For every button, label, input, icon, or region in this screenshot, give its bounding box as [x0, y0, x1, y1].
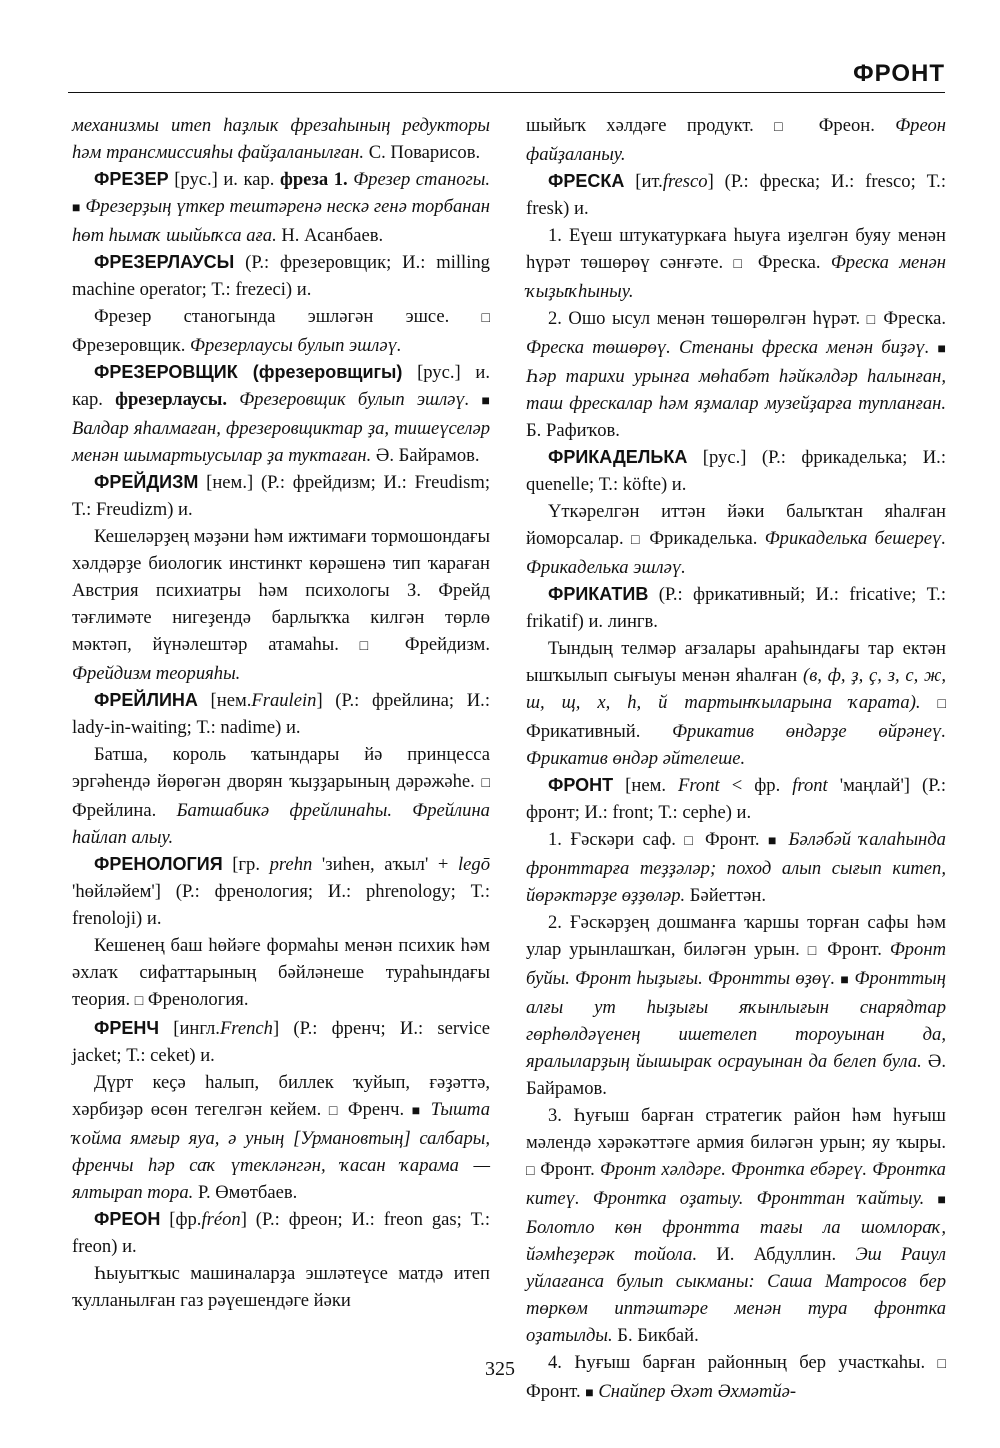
sense-text: 1. Еүеш штукатуркаға һыуға иҙелгән буяу менән һүрәт төшөрөү сәнғәте. — [526, 225, 946, 273]
definition-text: Һыуытҡыс машиналарҙа эшләтеүсе матдә итеп ҡулланылған газ рәүешендәге йәки — [72, 1263, 490, 1311]
definition-text: Дүрт кеҫә һалып, биллек ҡуйып, ғәҙәттә, хәрбиҙәр өсөн тегелгән кейем. — [72, 1072, 490, 1120]
grammar: [рус.] и. кар. — [174, 169, 275, 190]
author: И. Абдуллин. — [716, 1244, 837, 1265]
equivalent: Фрейлина. — [72, 800, 157, 821]
example-text: Бәләбәй ҡалаһында фронттарға теҙҙәләр; поход алып сығып китеп, йөрәктәрҙе өҙҙөләр. — [526, 829, 946, 906]
grammar: (Р.: фрезеровщик; И.: milling machine operator; Т.: frezeci) и. — [72, 252, 490, 300]
entry-frezerlausy — [72, 249, 490, 303]
entry-french — [72, 1015, 490, 1069]
definition — [72, 741, 490, 851]
equivalent: Фреска. — [883, 308, 946, 329]
headword: ФРЕСКА — [548, 171, 625, 191]
etymon: fresco — [662, 171, 708, 192]
sense — [526, 222, 946, 305]
sense-text: 2. Ғәскәрҙең дошманға ҡаршы торған сафы һәм улар урынлашҡан, биләгән урын. — [526, 912, 946, 960]
sense-text: 2. Ошо ысул менән төшөрөлгән һүрәт. — [548, 308, 861, 329]
headword: ФРОНТ — [548, 775, 614, 795]
entry-freilina — [72, 687, 490, 741]
example-text: Һәр тарихи урынға мөһабәт һәйкәлдәр һалынған, таш фрескалар һәм яҙмалар музейҙарға тупланған. — [526, 366, 946, 414]
grammar: ] (Р.: френч; И.: service jacket; Т.: ceket) и. — [72, 1018, 490, 1066]
grammar: [ингл. — [173, 1018, 220, 1039]
entry-front — [526, 772, 946, 826]
definition-text: Батша, король ҡатындары йә принцесса эргәһендә йөрөгән дворян ҡыҙҙарының дәрәжәһе. — [72, 744, 490, 792]
grammar: ] (Р.: фрейлина; И.: lady-in-waiting; Т.: nadime) и. — [72, 690, 490, 738]
definition-italic: (в, ф, ҙ, ҫ, з, с, ж, ш, щ, х, һ, й тартынҡыларына ҡарата). — [526, 665, 946, 713]
left-column — [72, 112, 490, 1314]
entry-continuation — [72, 112, 490, 166]
sense — [526, 826, 946, 909]
definition-text: Фрезер станогында эшләгән эшсе. — [94, 306, 450, 327]
equivalent: Фрикаделька. — [649, 528, 758, 549]
example-text: Валдар яһалмаған, фрезеровщиктар ҙа, тишеүселәр менән шымартыусылар ҙа туктаған. — [72, 418, 490, 466]
headword: ФРЕНЧ — [94, 1018, 160, 1038]
equivalent: Френология. — [147, 989, 249, 1010]
empty-square-icon: □ — [630, 533, 643, 548]
filled-square-icon: ■ — [72, 201, 81, 216]
example-text: Фрезер станогы. — [353, 169, 491, 190]
sense-text: 3. Һуғыш барған стратегик район һәм һуғыш мәлендә хәрәкәттәге армия биләгән урын; яу ҡыры. — [526, 1105, 946, 1153]
example-text: Фрезерлаусы булып эшләү. — [190, 335, 402, 356]
example-text: Снайпер Әхәт Әхмәтйә- — [598, 1381, 797, 1402]
grammar: [ит. — [635, 171, 663, 192]
definition — [72, 1069, 490, 1206]
headword: ФРЕОН — [94, 1209, 161, 1229]
author: Ә. Байрамов. — [526, 1051, 946, 1099]
filled-square-icon: ■ — [937, 1193, 946, 1208]
sense — [526, 909, 946, 1102]
example-text: Фреска менән ҡыҙыҡһыныу. — [526, 252, 947, 302]
author: Н. Асанбаев. — [281, 225, 384, 246]
grammar: ] (Р.: фреска; И.: fresco; Т.: fresk) и. — [526, 171, 946, 219]
headword: ФРЕЗЕРЛАУСЫ — [94, 252, 235, 272]
empty-square-icon: □ — [807, 944, 820, 959]
empty-square-icon: □ — [328, 1104, 341, 1119]
empty-square-icon: □ — [481, 776, 490, 791]
equivalent: Фрикативный. — [526, 721, 641, 742]
grammar: [рус.] и. кар. — [72, 362, 490, 410]
empty-square-icon: □ — [526, 1164, 535, 1179]
empty-square-icon: □ — [684, 834, 697, 849]
filled-square-icon: ■ — [481, 394, 490, 409]
gloss: 'һөйләйем'] (Р.: френология; И.: phrenology; Т.: frenoloji) и. — [72, 881, 490, 929]
definition — [72, 1260, 490, 1314]
example-text: Фреон файҙаланыу. — [526, 115, 946, 165]
definition-text: Кешеләрҙең мәҙәни һәм ижтимағи тормошондағы хәлдәрҙе биологик инстинкт көрәшенә тип ҡараған Австрия психиатры һәм психологы З. Фрейд тәғлимәте нигеҙендә барлыҡҡа килгән төрлө мәктәп, йүнәлештәр атамаһы. — [72, 526, 490, 655]
example-text: Болотло көн фронтта тағы ла шомлораҡ, йәмһеҙерәк тойола. — [526, 1217, 946, 1265]
equivalent: Фронт. — [827, 939, 882, 960]
equivalent: Фреон. — [818, 115, 875, 136]
page-number: 325 — [485, 1358, 515, 1380]
entry-frikadelka — [526, 444, 946, 498]
sense — [526, 1102, 946, 1349]
example-text: Эш Раиул уйлағанса булып сыкманы: Саша Матросов бер төркөм иптәштәре менән тура фронтка оҙатылды. — [526, 1244, 946, 1346]
entry-freidizm — [72, 469, 490, 523]
entry-frikativ — [526, 581, 946, 635]
definition — [526, 498, 946, 581]
grammar: [фр. — [169, 1209, 202, 1230]
gloss: 'зиһен, аҡыл' + — [321, 854, 449, 875]
example-text: Фронт буйы. Фронт һыҙығы. Фронтты өҙөү. — [526, 939, 947, 989]
entry-continuation — [526, 112, 946, 168]
headword: ФРИКАТИВ — [548, 584, 649, 604]
filled-square-icon: ■ — [585, 1386, 594, 1401]
example-text: механизмы итеп һаҙлык фрезаһының редукторы һәм трансмиссияһы файҙаланылған. — [72, 115, 490, 163]
definition — [72, 303, 490, 359]
equivalent: Фреска. — [757, 252, 821, 273]
cross-reference: фреза 1. — [279, 169, 348, 190]
example-text: Фронт хәлдәре. Фронтка ебәреү. Фронтка китеү. Фронтка оҙатыу. Фронттан ҡайтыу. — [526, 1159, 946, 1209]
etymon: French — [219, 1018, 273, 1039]
entry-frezer — [72, 166, 490, 249]
grammar: < фр. — [731, 775, 781, 796]
definition — [72, 523, 490, 687]
headword: ФРЕНОЛОГИЯ — [94, 854, 223, 874]
equivalent: Фронт. — [526, 1381, 581, 1402]
empty-square-icon: □ — [866, 313, 877, 328]
empty-square-icon: □ — [134, 994, 144, 1009]
entry-freska — [526, 168, 946, 222]
etymon: fréon — [201, 1209, 241, 1230]
author: Б. Бикбай. — [617, 1325, 699, 1346]
filled-square-icon: ■ — [840, 973, 850, 988]
headword: ФРИКАДЕЛЬКА — [548, 447, 688, 467]
running-head: ФРОНТ — [853, 60, 945, 87]
grammar: [гр. — [232, 854, 260, 875]
definition-text: Кешенең баш һөйәге формаһы менән психик һәм әхлаҡ сифаттарының бәйләнеше тураһындағы теория. — [72, 935, 490, 1010]
etymon: Fraulein — [251, 690, 317, 711]
example-text: Тышта ҡойма ямғыр яуа, ә уның [Урмановтың] салбары, френчы һәр саҡ үтекләнгән, ҡасан ҡарама — ялтырап тора. — [72, 1099, 490, 1203]
headword: ФРЕЗЕР — [94, 169, 169, 189]
equivalent: Френч. — [347, 1099, 405, 1120]
equivalent: Фронт. — [540, 1159, 595, 1180]
right-column — [526, 112, 946, 1407]
header-rule — [68, 92, 945, 93]
entry-freon — [72, 1206, 490, 1260]
author: С. Поварисов. — [368, 142, 481, 163]
filled-square-icon: ■ — [767, 834, 781, 849]
entry-frezerovshik — [72, 359, 490, 469]
empty-square-icon: □ — [359, 639, 385, 654]
definition — [526, 635, 946, 772]
definition-text: Тындың телмәр ағзалары араһындағы тар ектән ышҡылып сығыуы менән яһалған — [526, 638, 946, 686]
example-text: Фрезеровщик булып эшләү. — [239, 389, 470, 410]
empty-square-icon: □ — [481, 311, 490, 326]
etymon: front — [792, 775, 828, 796]
author: Ә. Байрамов. — [375, 445, 480, 466]
empty-square-icon: □ — [774, 120, 799, 135]
grammar: [нем. — [210, 690, 252, 711]
definition — [72, 932, 490, 1015]
example-text: Фрезерҙың үткер тештәренә нескә генә торбанан һөт һымаҡ шыйыҡса аға. — [72, 196, 490, 246]
example-text: Фреска төшөрөү. Стенаны фреска менән биҙәү. — [526, 337, 930, 358]
example-text: Фрикаделька бешереү. Фрикаделька эшләү. — [526, 528, 946, 578]
grammar: [нем. — [625, 775, 666, 796]
filled-square-icon: ■ — [411, 1104, 424, 1119]
grammar: [нем.] (Р.: фрейдизм; И.: Freudism; Т.: Freudizm) и. — [72, 472, 490, 520]
equivalent: Фрейдизм. — [404, 634, 490, 655]
grammar: ] (Р.: фреон; И.: freon gas; Т.: freon) и. — [72, 1209, 490, 1257]
filled-square-icon: ■ — [937, 342, 946, 357]
sense — [526, 305, 946, 444]
empty-square-icon: □ — [937, 1357, 946, 1372]
etymon: prehn — [269, 854, 313, 875]
grammar: [рус.] (Р.: фрикаделька; И.: quenelle; Т.: köfte) и. — [526, 447, 946, 495]
sense-text: 1. Ғәскәри саф. — [548, 829, 676, 850]
headword: ФРЕЙДИЗМ — [94, 472, 199, 492]
headword: ФРЕЙЛИНА — [94, 690, 198, 710]
example-text: Фрейдизм теорияһы. — [72, 663, 241, 684]
empty-square-icon: □ — [733, 257, 748, 272]
author: Р. Өмөтбаев. — [197, 1182, 298, 1203]
equivalent: Фрезеровщик. — [72, 335, 186, 356]
equivalent: Фронт. — [704, 829, 760, 850]
etymon: legō — [457, 854, 490, 875]
example-text: Фронттың алғы ут һыҙығы яҡынлығын снарядтар гөрһөлдәүенең ишетелеп тороуынан да, яралыларҙың йышырак осрауынан да белеп була. — [526, 968, 946, 1072]
headword: ФРЕЗЕРОВЩИК (фрезеровщигы) — [94, 362, 403, 382]
gloss: 'маңлай'] (Р.: фронт; И.: front; Т.: cephe) и. — [526, 775, 947, 823]
author: Бәйеттән. — [689, 885, 767, 906]
sense-text: 4. Һуғыш барған районның бер участкаһы. — [548, 1352, 926, 1373]
definition-text: Үткәрелгән иттән йәки балыҡтан яһалған йоморсалар. — [526, 501, 946, 549]
cross-reference: фрезерлаусы. — [115, 389, 228, 410]
entry-frenologia — [72, 851, 490, 932]
example-text: Фрикатив өндәрҙе өйрәнеү. Фрикатив өндәр әйтелеше. — [526, 721, 946, 769]
definition-text: шыйыҡ хәлдәге продукт. — [526, 115, 754, 136]
example-text: Батшабикә фрейлинаһы. Фрейлина һайлап алыу. — [72, 800, 490, 848]
grammar: (Р.: фрикативный; И.: fricative; Т.: frikatif) и. лингв. — [526, 584, 946, 632]
empty-square-icon: □ — [937, 697, 946, 712]
author: Б. Рафиҡов. — [526, 420, 620, 441]
etymon: Front — [678, 775, 720, 796]
